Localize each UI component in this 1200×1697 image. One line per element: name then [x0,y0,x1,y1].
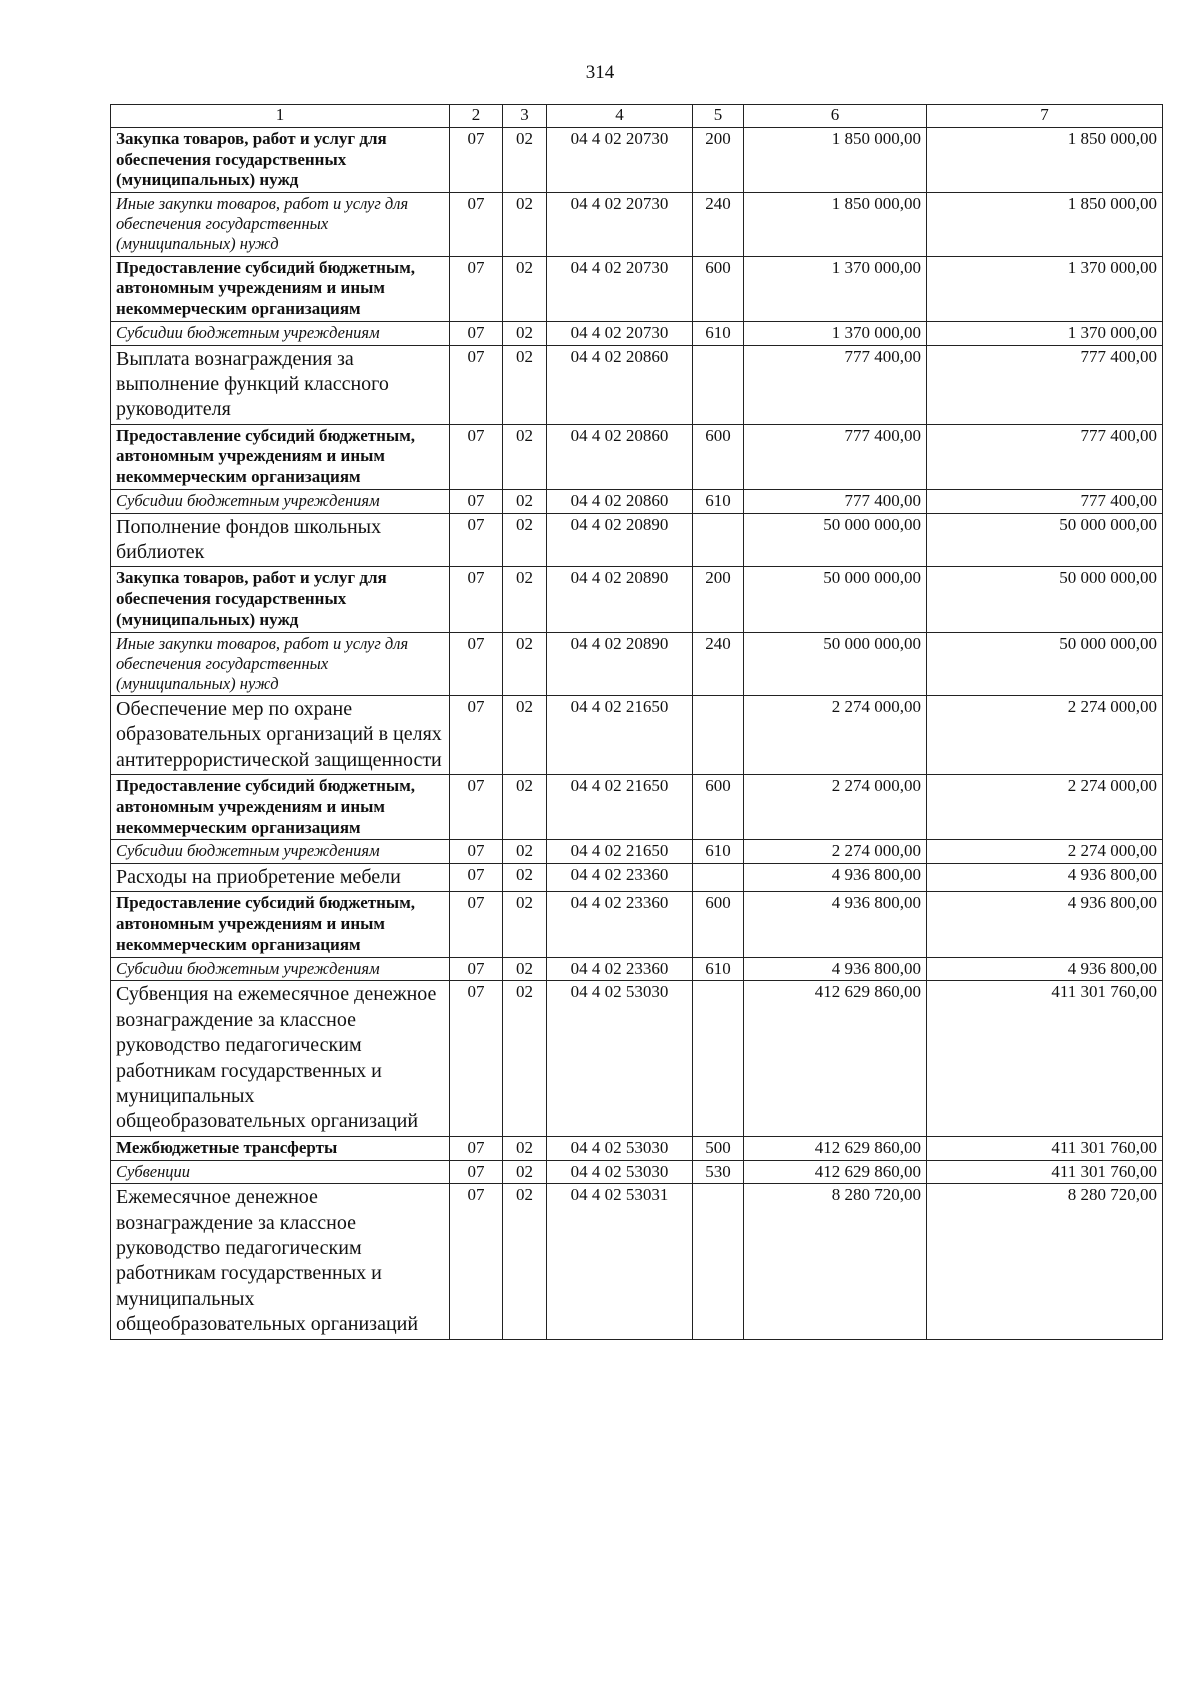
amount-col7: 2 274 000,00 [927,695,1163,774]
item-name: Субсидии бюджетным учреждениям [111,840,450,864]
section-code: 07 [450,321,503,345]
section-code: 07 [450,345,503,424]
subsection-code: 02 [503,695,547,774]
expense-type-code: 600 [693,256,744,321]
amount-col7: 4 936 800,00 [927,892,1163,957]
expense-type-code [693,864,744,892]
table-row [111,489,1163,513]
item-name: Ежемесячное денежное вознаграждение за классное руководство педагогическим работникам государственных и муниципальных общеобразовательных организаций [111,1184,450,1339]
amount-col7: 4 936 800,00 [927,864,1163,892]
item-name: Предоставление субсидий бюджетным, автономным учреждениям и иным некоммерческим организациям [111,424,450,489]
target-article-code: 04 4 02 20730 [547,321,693,345]
expense-type-code: 200 [693,128,744,193]
amount-col7: 1 370 000,00 [927,321,1163,345]
item-name: Обеспечение мер по охране образовательных организаций в целях антитеррористической защищенности [111,695,450,774]
expense-type-code: 600 [693,775,744,840]
col-header-7: 7 [927,105,1163,128]
amount-col7: 50 000 000,00 [927,567,1163,632]
subsection-code: 02 [503,1136,547,1160]
section-code: 07 [450,193,503,256]
expense-type-code: 240 [693,193,744,256]
amount-col6: 4 936 800,00 [744,892,927,957]
target-article-code: 04 4 02 20860 [547,424,693,489]
header-row [111,105,1163,128]
table-row [111,513,1163,567]
amount-col7: 4 936 800,00 [927,957,1163,981]
subsection-code: 02 [503,840,547,864]
item-name: Предоставление субсидий бюджетным, автономным учреждениям и иным некоммерческим организациям [111,775,450,840]
amount-col6: 50 000 000,00 [744,567,927,632]
amount-col6: 412 629 860,00 [744,1136,927,1160]
target-article-code: 04 4 02 23360 [547,957,693,981]
expense-type-code: 600 [693,892,744,957]
expense-type-code: 610 [693,840,744,864]
table-row [111,632,1163,695]
subsection-code: 02 [503,424,547,489]
col-header-1: 1 [111,105,450,128]
target-article-code: 04 4 02 21650 [547,840,693,864]
table-row [111,775,1163,840]
section-code: 07 [450,981,503,1136]
amount-col6: 412 629 860,00 [744,1160,927,1184]
amount-col6: 2 274 000,00 [744,840,927,864]
amount-col7: 2 274 000,00 [927,840,1163,864]
amount-col7: 411 301 760,00 [927,981,1163,1136]
expense-type-code: 240 [693,632,744,695]
expense-type-code [693,513,744,567]
target-article-code: 04 4 02 20890 [547,632,693,695]
amount-col6: 4 936 800,00 [744,957,927,981]
table-row [111,424,1163,489]
item-name: Выплата вознаграждения за выполнение функций классного руководителя [111,345,450,424]
item-name: Закупка товаров, работ и услуг для обеспечения государственных (муниципальных) нужд [111,567,450,632]
target-article-code: 04 4 02 53030 [547,1136,693,1160]
table-row [111,957,1163,981]
item-name: Межбюджетные трансферты [111,1136,450,1160]
item-name: Иные закупки товаров, работ и услуг для обеспечения государственных (муниципальных) нужд [111,193,450,256]
section-code: 07 [450,513,503,567]
amount-col6: 8 280 720,00 [744,1184,927,1339]
subsection-code: 02 [503,345,547,424]
section-code: 07 [450,892,503,957]
table-row [111,1136,1163,1160]
expense-type-code: 610 [693,321,744,345]
subsection-code: 02 [503,632,547,695]
amount-col7: 2 274 000,00 [927,775,1163,840]
col-header-2: 2 [450,105,503,128]
amount-col7: 411 301 760,00 [927,1160,1163,1184]
section-code: 07 [450,840,503,864]
target-article-code: 04 4 02 53031 [547,1184,693,1339]
subsection-code: 02 [503,489,547,513]
expense-type-code [693,1184,744,1339]
table-row [111,567,1163,632]
expense-type-code: 610 [693,957,744,981]
col-header-4: 4 [547,105,693,128]
item-name: Предоставление субсидий бюджетным, автономным учреждениям и иным некоммерческим организациям [111,892,450,957]
section-code: 07 [450,128,503,193]
subsection-code: 02 [503,513,547,567]
target-article-code: 04 4 02 20890 [547,513,693,567]
subsection-code: 02 [503,981,547,1136]
amount-col6: 1 370 000,00 [744,321,927,345]
amount-col7: 777 400,00 [927,489,1163,513]
col-header-6: 6 [744,105,927,128]
item-name: Субсидии бюджетным учреждениям [111,489,450,513]
item-name: Субвенции [111,1160,450,1184]
section-code: 07 [450,957,503,981]
budget-table [110,104,1163,1340]
amount-col6: 1 850 000,00 [744,193,927,256]
amount-col6: 777 400,00 [744,424,927,489]
table-row [111,128,1163,193]
table-row [111,1160,1163,1184]
amount-col6: 2 274 000,00 [744,695,927,774]
table-row [111,345,1163,424]
amount-col6: 1 370 000,00 [744,256,927,321]
item-name: Пополнение фондов школьных библиотек [111,513,450,567]
subsection-code: 02 [503,775,547,840]
subsection-code: 02 [503,1184,547,1339]
section-code: 07 [450,632,503,695]
amount-col6: 4 936 800,00 [744,864,927,892]
col-header-3: 3 [503,105,547,128]
expense-type-code [693,981,744,1136]
section-code: 07 [450,1160,503,1184]
subsection-code: 02 [503,864,547,892]
item-name: Субсидии бюджетным учреждениям [111,957,450,981]
item-name: Иные закупки товаров, работ и услуг для обеспечения государственных (муниципальных) нужд [111,632,450,695]
amount-col6: 412 629 860,00 [744,981,927,1136]
table-row [111,321,1163,345]
section-code: 07 [450,489,503,513]
expense-type-code: 530 [693,1160,744,1184]
section-code: 07 [450,1136,503,1160]
table-row [111,892,1163,957]
table-row [111,981,1163,1136]
subsection-code: 02 [503,128,547,193]
target-article-code: 04 4 02 20730 [547,193,693,256]
target-article-code: 04 4 02 20730 [547,128,693,193]
expense-type-code [693,345,744,424]
table-body [111,128,1163,1340]
section-code: 07 [450,567,503,632]
amount-col6: 1 850 000,00 [744,128,927,193]
section-code: 07 [450,864,503,892]
subsection-code: 02 [503,892,547,957]
section-code: 07 [450,1184,503,1339]
col-header-5: 5 [693,105,744,128]
amount-col6: 50 000 000,00 [744,513,927,567]
expense-type-code: 200 [693,567,744,632]
amount-col6: 2 274 000,00 [744,775,927,840]
subsection-code: 02 [503,567,547,632]
table-row [111,193,1163,256]
target-article-code: 04 4 02 53030 [547,1160,693,1184]
section-code: 07 [450,775,503,840]
table-row [111,256,1163,321]
section-code: 07 [450,695,503,774]
table-row [111,1184,1163,1339]
amount-col7: 1 850 000,00 [927,193,1163,256]
item-name: Субвенция на ежемесячное денежное вознаграждение за классное руководство педагогическим работникам государственных и муниципальных общеобразовательных организаций [111,981,450,1136]
subsection-code: 02 [503,1160,547,1184]
target-article-code: 04 4 02 20860 [547,345,693,424]
item-name: Закупка товаров, работ и услуг для обеспечения государственных (муниципальных) нужд [111,128,450,193]
table-row [111,864,1163,892]
target-article-code: 04 4 02 23360 [547,864,693,892]
expense-type-code: 600 [693,424,744,489]
amount-col7: 777 400,00 [927,424,1163,489]
target-article-code: 04 4 02 20890 [547,567,693,632]
amount-col7: 1 850 000,00 [927,128,1163,193]
target-article-code: 04 4 02 23360 [547,892,693,957]
target-article-code: 04 4 02 21650 [547,775,693,840]
table-row [111,695,1163,774]
expense-type-code: 610 [693,489,744,513]
subsection-code: 02 [503,256,547,321]
item-name: Субсидии бюджетным учреждениям [111,321,450,345]
subsection-code: 02 [503,957,547,981]
target-article-code: 04 4 02 20860 [547,489,693,513]
target-article-code: 04 4 02 53030 [547,981,693,1136]
amount-col7: 1 370 000,00 [927,256,1163,321]
amount-col7: 50 000 000,00 [927,632,1163,695]
amount-col7: 777 400,00 [927,345,1163,424]
page-number: 314 [585,62,615,83]
expense-type-code [693,695,744,774]
subsection-code: 02 [503,321,547,345]
item-name: Предоставление субсидий бюджетным, автономным учреждениям и иным некоммерческим организациям [111,256,450,321]
section-code: 07 [450,424,503,489]
expense-type-code: 500 [693,1136,744,1160]
amount-col7: 8 280 720,00 [927,1184,1163,1339]
item-name: Расходы на приобретение мебели [111,864,450,892]
amount-col7: 50 000 000,00 [927,513,1163,567]
section-code: 07 [450,256,503,321]
target-article-code: 04 4 02 21650 [547,695,693,774]
amount-col6: 777 400,00 [744,489,927,513]
table-row [111,840,1163,864]
amount-col6: 777 400,00 [744,345,927,424]
amount-col6: 50 000 000,00 [744,632,927,695]
target-article-code: 04 4 02 20730 [547,256,693,321]
amount-col7: 411 301 760,00 [927,1136,1163,1160]
subsection-code: 02 [503,193,547,256]
